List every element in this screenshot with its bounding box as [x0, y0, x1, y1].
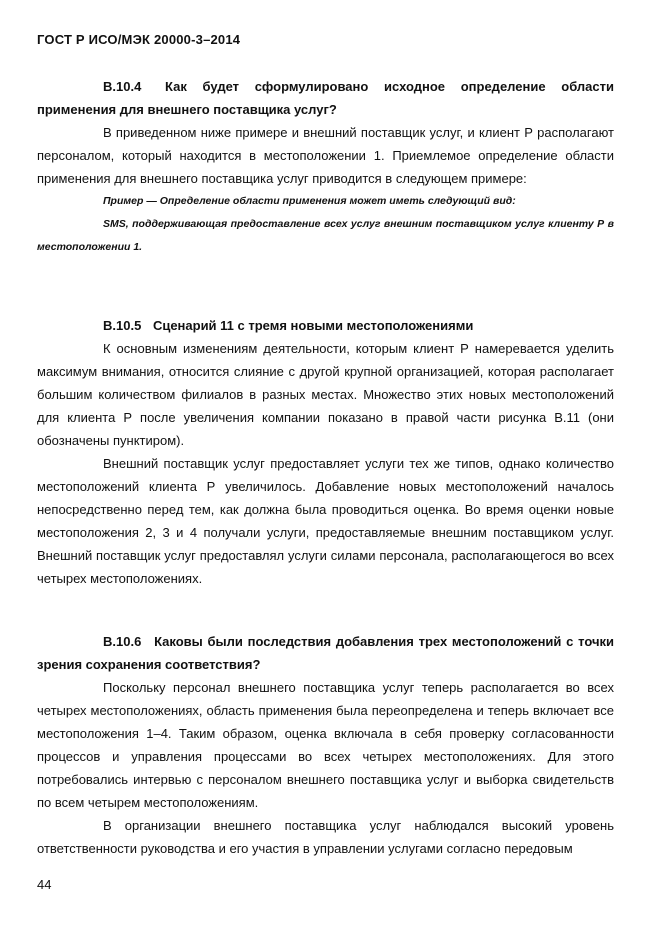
section-b-10-5: [37, 314, 614, 590]
paragraph: В организации внешнего поставщика услуг наблюдался высокий уровень ответственности руководства и его участия в управлении услугами согласно передовым: [37, 818, 614, 856]
section-number: В.10.6: [103, 634, 142, 649]
paragraph: Поскольку персонал внешнего поставщика услуг теперь располагается во всех четырех местоположениях, область применения была переопределена и теперь включает все местоположения 1–4. Таким образом, оценка включала в себя проверку согласованности процессов и управления процессами во всех четырех местоположениях. Для этого потребовались интервью с персоналом внешнего поставщика услуг и выборка свидетельств по всем четырем местоположениям.: [37, 680, 614, 810]
section-title: Сценарий 11 с тремя новыми местоположениями: [152, 318, 474, 333]
section-b-10-6: [37, 630, 614, 860]
section-heading: [37, 75, 614, 121]
paragraph: К основным изменениям деятельности, которым клиент Р намеревается уделить максимум внимания, относится слияние с другой крупной организацией, которая располагает большим количеством филиалов в разных местах. Множество этих новых местоположений для клиента Р после увеличения компании показано в правой части рисунка В.11 (они обозначены пунктиром).: [37, 341, 614, 448]
paragraph: В приведенном ниже примере и внешний поставщик услуг, и клиент Р располагают персоналом, который находится в местоположении 1. Приемлемое определение области применения для внешнего поставщика услуг приводится в следующем примере:: [37, 125, 614, 186]
section-b-10-4: [37, 75, 614, 259]
section-number: В.10.5: [103, 318, 142, 333]
section-title: Как будет сформулировано исходное определение области применения для внешнего поставщика услуг?: [37, 79, 614, 117]
document-header: ГОСТ Р ИСО/МЭК 20000-3–2014: [37, 32, 241, 47]
section-heading: [37, 314, 614, 337]
paragraph: Внешний поставщик услуг предоставляет услуги тех же типов, однако количество местоположений клиента Р увеличилось. Добавление новых местоположений началось непосредственно перед тем, как должна была проводиться оценка. Во время оценки новые местоположения 2, 3 и 4 получали услуги, предоставляемые внешним поставщиком услуг. Внешний поставщик услуг предоставлял услуги силами персонала, располагающегося во всех четырех местоположениях.: [37, 456, 614, 586]
page-number: 44: [37, 877, 52, 892]
section-heading: [37, 630, 614, 676]
section-number: В.10.4: [103, 79, 142, 94]
example-label: Пример — Определение области применения может иметь следующий вид:: [103, 195, 516, 207]
section-title: Каковы были последствия добавления трех местоположений с точки зрения сохранения соответствия?: [37, 634, 615, 672]
example-text: SMS, поддерживающая предоставление всех услуг внешним поставщиком услуг клиенту Р в местоположении 1.: [37, 218, 614, 253]
